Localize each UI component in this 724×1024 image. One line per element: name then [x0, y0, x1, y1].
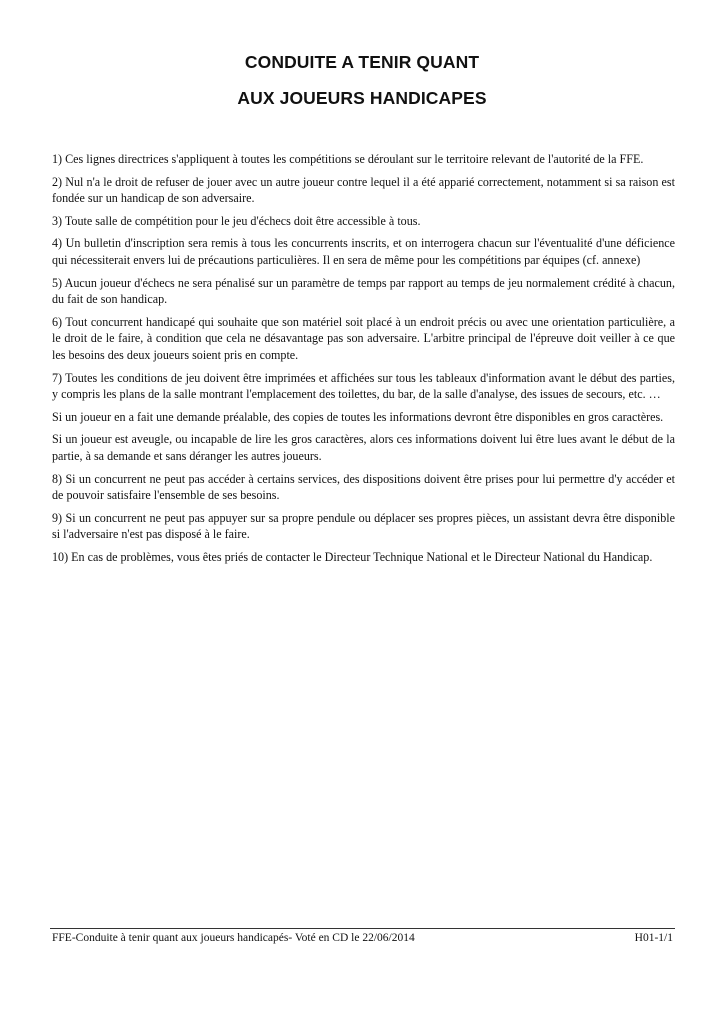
paragraph-7: 7) Toutes les conditions de jeu doivent être imprimées et affichées sur tous les tableaux d'information avant le début des parties, y compris les plans de la salle montrant l'emplacement des toilettes, du bar, de la salle d'analyse, des issues de secours, etc. …: [52, 370, 675, 402]
footer-divider: [50, 928, 675, 929]
document-body: [52, 151, 675, 571]
footer-document-reference: FFE-Conduite à tenir quant aux joueurs handicapés- Voté en CD le 22/06/2014: [52, 932, 415, 944]
paragraph-9: 9) Si un concurrent ne peut pas appuyer sur sa propre pendule ou déplacer ses propres pièces, un assistant devra être disponible si l'adversaire n'est pas disposé à le faire.: [52, 510, 675, 542]
paragraph-6: 6) Tout concurrent handicapé qui souhaite que son matériel soit placé à un endroit précis ou avec une orientation particulière, a le droit de le faire, à condition que cela ne désavantage pas son adversaire. L'arbitre principal de l'épreuve doit veiller à ce que les besoins des deux joueurs soient pris en compte.: [52, 314, 675, 362]
document-title-line-2: AUX JOUEURS HANDICAPES: [237, 88, 487, 108]
document-title-line-1: CONDUITE A TENIR QUANT: [244, 52, 480, 72]
paragraph-3: 3) Toute salle de compétition pour le jeu d'échecs doit être accessible à tous.: [52, 213, 421, 228]
paragraph-4: 4) Un bulletin d'inscription sera remis à tous les concurrents inscrits, et on interrogera chacun sur l'éventualité d'une déficience qui nécessiterait envers lui de précautions particulières. Il en sera de même pour les compétitions par équipes (cf. annexe): [52, 236, 675, 267]
paragraph-10: 10) En cas de problèmes, vous êtes priés de contacter le Directeur Technique National et le Directeur National du Handicap.: [52, 549, 653, 564]
paragraph-7-blind-players: Si un joueur est aveugle, ou incapable de lire les gros caractères, alors ces informations doivent lui être lues avant le début de la partie, à sa demande et sans déranger les autres joueurs.: [52, 432, 675, 463]
paragraph-5: 5) Aucun joueur d'échecs ne sera pénalisé sur un paramètre de temps par rapport au temps de jeu normalement crédité à chacun, du fait de son handicap.: [52, 275, 675, 307]
paragraph-7-large-print: Si un joueur en a fait une demande préalable, des copies de toutes les informations devront être disponibles en gros caractères.: [52, 409, 664, 424]
paragraph-2: 2) Nul n'a le droit de refuser de jouer avec un autre joueur contre lequel il a été apparié correctement, notamment si sa raison est fondée sur un handicap de son adversaire.: [52, 174, 675, 206]
paragraph-8: 8) Si un concurrent ne peut pas accéder à certains services, des dispositions doivent être prises pour lui permettre d'y accéder et de pouvoir satisfaire l'ensemble de ses besoins.: [52, 471, 675, 503]
footer-page-number: H01-1/1: [634, 932, 673, 944]
paragraph-1: 1) Ces lignes directrices s'appliquent à toutes les compétitions se déroulant sur le territoire relevant de l'autorité de la FFE.: [52, 152, 644, 166]
